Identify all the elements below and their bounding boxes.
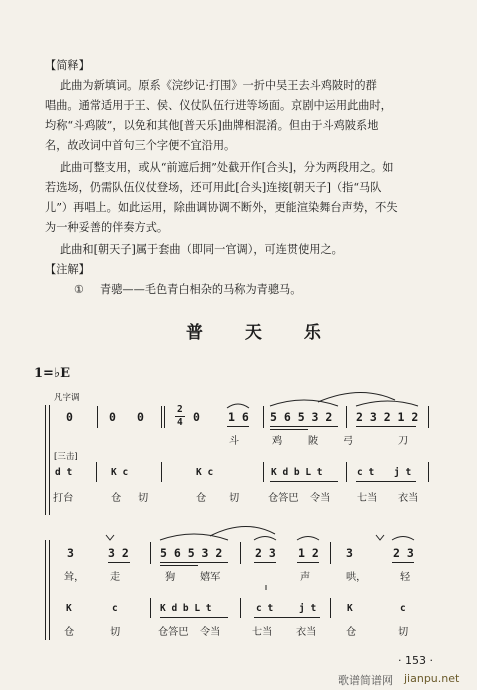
para2-line1: 此曲可整支用，或从“前遮后拥”处截开作[合头]，分为两段用之。如 bbox=[60, 161, 394, 174]
sys1-perc-lyric-2: 仓 bbox=[111, 493, 122, 504]
para2-line4: 为一种妥善的伴奏方式。 bbox=[45, 221, 169, 234]
page-number: · 153 · bbox=[398, 654, 433, 667]
sys2-perc-2: c bbox=[112, 603, 118, 614]
sys1-perc-lyric-9: 衣当 bbox=[398, 493, 419, 504]
sys2-lyric-7: 轻 bbox=[400, 572, 411, 583]
sys2-lyric-5: 声 bbox=[300, 572, 311, 583]
sys1-perc-2: K c bbox=[111, 467, 129, 478]
sys2-perc-lyric-7: 仓 bbox=[346, 627, 357, 638]
sys2-note-1: 3 bbox=[67, 546, 74, 560]
sys1-perc-lyric-5: 切 bbox=[229, 493, 240, 504]
sys1-lyric-3: 陂 bbox=[308, 436, 319, 447]
sys1-perc-5: c t bbox=[357, 467, 375, 478]
para2-line2: 若选场，仍需队伍仪仗登场，还可用此[合头]连接[朝天子]（指“马队 bbox=[45, 181, 382, 194]
para1-line3: 均称“斗鸡陂”，以免和其他[普天乐]曲牌相混淆。但由于斗鸡陂系地 bbox=[45, 119, 379, 132]
para3: 此曲和[朝天子]属于套曲（即同一官调），可连贯使用之。 bbox=[60, 243, 343, 256]
drum-label: [三击] bbox=[54, 452, 78, 462]
meter-bottom: 4 bbox=[177, 417, 183, 428]
sys1-notes-56532: 5 6 5 3 2 bbox=[270, 410, 333, 424]
sys2-perc-lyric-8: 切 bbox=[398, 627, 409, 638]
score-title: 普 天 乐 bbox=[186, 323, 339, 343]
sys2-perc-1: K bbox=[66, 603, 72, 614]
sys1-perc-lyric-8: 七当 bbox=[357, 493, 378, 504]
sys2-note-7: 2 3 bbox=[393, 546, 414, 560]
sys2-lyric-3: 狗 bbox=[165, 572, 176, 583]
para2-line3: 儿”）再唱上。如此运用，除曲调协调不断外，更能渲染舞台声势，不失 bbox=[45, 201, 398, 214]
sys1-perc-1: d t bbox=[55, 467, 73, 478]
sys2-lyric-4: 嬉军 bbox=[200, 572, 221, 583]
sys2-note-6: 3 bbox=[346, 546, 353, 560]
sys1-note-0c: 0 bbox=[137, 410, 144, 424]
section-label-notes: 【注解】 bbox=[45, 263, 90, 276]
sys1-perc-6: j t bbox=[394, 467, 412, 478]
sys1-perc-lyric-6: 仓答巴 bbox=[268, 493, 299, 504]
sys2-note-5: 1 2 bbox=[298, 546, 319, 560]
sys1-lyric-5: 刀 bbox=[398, 436, 409, 447]
sys1-notes-16: 1 6 bbox=[228, 410, 249, 424]
sys1-note-0a: 0 bbox=[66, 410, 73, 424]
sys2-perc-lyric-1: 仓 bbox=[64, 627, 75, 638]
para1-line4: 名，故改词中首句三个字便不宜沿用。 bbox=[45, 139, 236, 152]
sys1-notes-2321: 2 3 2 1 2 bbox=[356, 410, 419, 424]
sys2-perc-6: K bbox=[347, 603, 353, 614]
sys1-lyric-1: 斗 bbox=[229, 436, 240, 447]
para1-line2: 唱曲。通常适用于王、侯、仪仗队伍行进等场面。京剧中运用此曲时， bbox=[45, 99, 392, 112]
sys1-note-0b: 0 bbox=[109, 410, 116, 424]
sys2-perc-3: K d b L t bbox=[160, 603, 212, 614]
para1-line1: 此曲为新填词。原系《浣纱记·打围》一折中吴王去斗鸡陂时的群 bbox=[60, 79, 377, 92]
note1-text: 青骢——毛色青白相杂的马称为青骢马。 bbox=[100, 283, 302, 296]
key-signature: 1=♭E bbox=[34, 366, 70, 381]
sys2-perc-lyric-4: 令当 bbox=[200, 627, 221, 638]
sys2-lyric-1: 耸， bbox=[64, 572, 85, 583]
watermark-url: jianpu.net bbox=[404, 672, 460, 685]
sys2-note-2: 3 2 bbox=[108, 546, 129, 560]
sys2-perc-5: j t bbox=[299, 603, 317, 614]
sys1-perc-3: K c bbox=[196, 467, 214, 478]
sys1-lyric-2: 鸡 bbox=[272, 436, 283, 447]
sys2-note-3: 5 6 5 3 2 bbox=[160, 546, 223, 560]
sys2-perc-7: c bbox=[400, 603, 406, 614]
sys2-lyric-6: 哄， bbox=[346, 572, 367, 583]
sys2-perc-4: c t bbox=[256, 603, 274, 614]
sys2-perc-lyric-2: 切 bbox=[110, 627, 121, 638]
sys1-perc-lyric-1: 打台 bbox=[53, 493, 74, 504]
watermark-text: 歌谱简谱网 bbox=[338, 674, 393, 687]
sys1-perc-4: K d b L t bbox=[271, 467, 323, 478]
sys1-perc-lyric-7: 令当 bbox=[310, 493, 331, 504]
sys1-note-rest: 0 bbox=[193, 410, 200, 424]
sys1-lyric-4: 弓 bbox=[343, 436, 354, 447]
sys2-perc-lyric-3: 仓答巴 bbox=[158, 627, 189, 638]
note1-number: ① bbox=[74, 283, 85, 296]
meter-top: 2 bbox=[177, 404, 183, 415]
sys1-perc-lyric-4: 仓 bbox=[196, 493, 207, 504]
sys2-perc-lyric-6: 衣当 bbox=[296, 627, 317, 638]
sys1-perc-lyric-3: 切 bbox=[138, 493, 149, 504]
tone-label: 凡字调 bbox=[54, 393, 80, 403]
sys2-perc-lyric-5: 七当 bbox=[252, 627, 273, 638]
sys2-lyric-2: 走 bbox=[110, 572, 121, 583]
section-label-brief: 【简释】 bbox=[45, 59, 90, 72]
sys2-note-4: 2 3 bbox=[255, 546, 276, 560]
